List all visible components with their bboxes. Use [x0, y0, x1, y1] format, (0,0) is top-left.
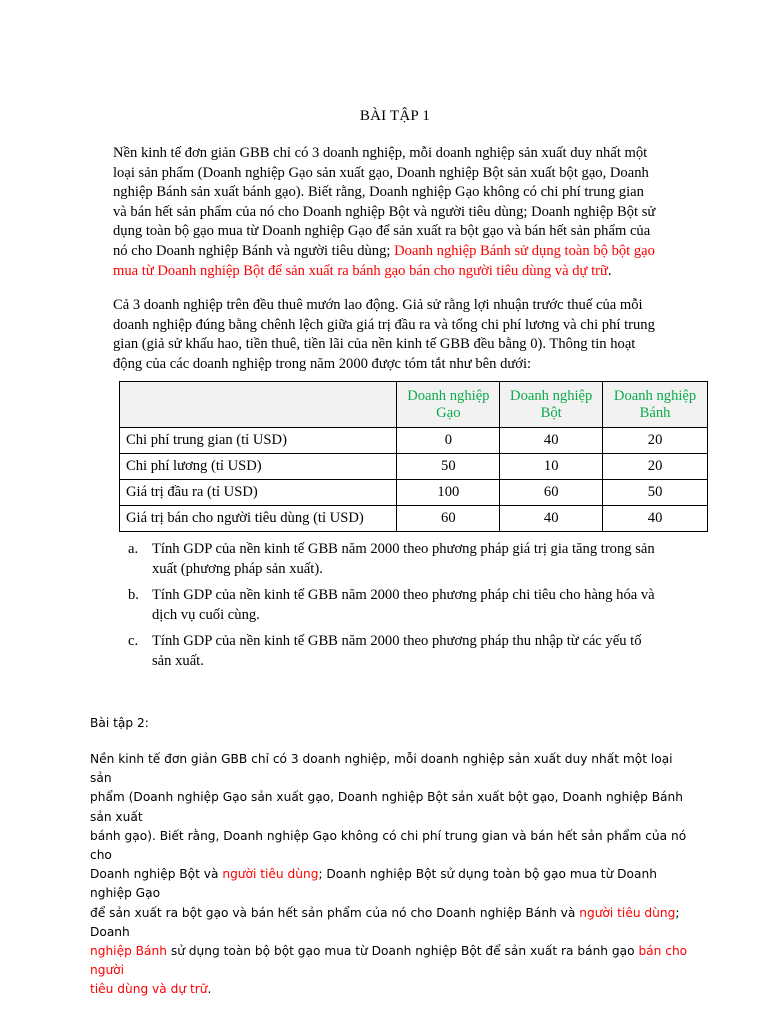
highlighted-text: tiêu dùng và dự trữ [90, 982, 208, 997]
table-row [120, 454, 708, 480]
table-cell: 40 [500, 428, 603, 454]
highlighted-text: Doanh nghiệp Bánh sử dụng toàn bộ bột gạo [394, 242, 655, 259]
row-label: Chi phí lương (tỉ USD) [120, 454, 397, 480]
text-line: sản xuất. [152, 652, 204, 669]
text-line: xuất (phương pháp sản xuất). [152, 560, 323, 577]
table-cell: 50 [603, 480, 708, 506]
text-line: dụng toàn bộ gạo mua từ Doanh nghiệp Gạo để sản xuất ra bột gạo và bán hết sản phẩm của [113, 223, 651, 240]
text-line [90, 942, 688, 980]
header-line: Doanh nghiệp [407, 387, 490, 404]
text-segment: để sản xuất ra bột gạo và bán hết sản phẩm của nó cho Doanh nghiệp Bánh và [90, 905, 580, 920]
table-cell: 100 [397, 480, 500, 506]
question-text [152, 540, 678, 579]
exercise-2-paragraph [90, 750, 688, 1000]
table-cell: 20 [603, 428, 708, 454]
text-segment: . [607, 262, 612, 279]
text-line: loại sản phẩm (Doanh nghiệp Gạo sản xuất gạo, Doanh nghiệp Bột sản xuất bột gạo, Doanh [113, 164, 649, 181]
header-line: Bột [540, 404, 562, 421]
column-header-banh [603, 382, 708, 428]
row-label: Giá trị đầu ra (tỉ USD) [120, 480, 397, 506]
text-line: Nền kinh tế đơn giản GBB chỉ có 3 doanh nghiệp, mỗi doanh nghiệp sản xuất duy nhất một loại sản [90, 752, 673, 786]
question-text [152, 586, 678, 625]
text-line [90, 980, 688, 999]
exercise-1-paragraph-1 [113, 144, 678, 281]
table-cell: 20 [603, 454, 708, 480]
text-segment: . [207, 982, 212, 997]
text-line [90, 904, 688, 942]
highlighted-text: nghiệp Bánh [90, 944, 167, 959]
text-segment: ; Doanh [90, 905, 680, 939]
text-line: Nền kinh tế đơn giản GBB chỉ có 3 doanh nghiệp, mỗi doanh nghiệp sản xuất duy nhất một [113, 145, 648, 161]
header-line: Doanh nghiệp [510, 387, 593, 404]
enterprise-data-table [119, 381, 708, 532]
list-marker: a. [128, 541, 139, 557]
text-line [90, 865, 688, 903]
table-cell: 40 [603, 506, 708, 532]
table-cell: 10 [500, 454, 603, 480]
text-line [113, 242, 678, 262]
text-line: doanh nghiệp đúng bằng chênh lệch giữa giá trị đầu ra và tổng chi phí lương và chi phí trung [113, 316, 655, 333]
header-line: Gạo [436, 404, 461, 421]
table-row [120, 480, 708, 506]
text-line [113, 262, 678, 282]
text-line: và bán hết sản phẩm của nó cho Doanh nghiệp Bột và người tiêu dùng; Doanh nghiệp Bột sử [113, 203, 656, 220]
header-line: Bánh [639, 404, 671, 421]
text-line: Tính GDP của nền kinh tế GBB năm 2000 theo phương pháp thu nhập từ các yếu tố [152, 633, 642, 649]
table-cell: 60 [500, 480, 603, 506]
highlighted-text: mua từ Doanh nghiệp Bột để sản xuất ra bánh gạo bán cho người tiêu dùng và dự trữ [113, 262, 608, 279]
text-line: dịch vụ cuối cùng. [152, 606, 260, 623]
exercise-2-title: Bài tập 2: [90, 716, 149, 730]
table-corner-cell [120, 382, 397, 428]
text-line: động của các doanh nghiệp trong năm 2000 được tóm tắt như bên dưới: [113, 355, 532, 372]
text-segment: ; Doanh nghiệp Bột sử dụng toàn bộ gạo mua từ Doanh nghiệp Gạo [90, 867, 657, 901]
list-marker: c. [128, 633, 139, 649]
text-line: Tính GDP của nền kinh tế GBB năm 2000 theo phương pháp giá trị gia tăng trong sản [152, 541, 655, 557]
text-line: bánh gạo). Biết rằng, Doanh nghiệp Gạo không có chi phí trung gian và bán hết sản phẩm của nó cho [90, 828, 687, 863]
highlighted-text: người tiêu dùng [579, 905, 676, 920]
exercise-1-title: BÀI TẬP 1 [359, 108, 431, 124]
table-header-row [120, 382, 708, 428]
text-line: nghiệp Bánh sản xuất bánh gạo). Biết rằng, Doanh nghiệp Gạo không có chi phí trung gian [113, 184, 644, 201]
highlighted-text: bán cho người [90, 944, 688, 978]
header-line: Doanh nghiệp [613, 387, 697, 404]
text-segment: sử dụng toàn bộ bột gạo mua từ Doanh nghiệp Bột để sản xuất ra bánh gạo [166, 944, 639, 959]
row-label: Chi phí trung gian (tỉ USD) [120, 428, 397, 454]
text-segment: nó cho Doanh nghiệp Bánh và người tiêu dùng; [113, 242, 395, 259]
text-line: phẩm (Doanh nghiệp Gạo sản xuất gạo, Doanh nghiệp Bột sản xuất bột gạo, Doanh nghiệp Bánh sản xuất [90, 790, 683, 824]
text-line: Tính GDP của nền kinh tế GBB năm 2000 theo phương pháp chi tiêu cho hàng hóa và [152, 587, 655, 603]
table-row [120, 506, 708, 532]
row-label: Giá trị bán cho người tiêu dùng (tỉ USD) [120, 506, 397, 532]
text-segment: Doanh nghiệp Bột và [90, 867, 223, 882]
table-cell: 40 [500, 506, 603, 532]
text-line: gian (giả sử khấu hao, tiền thuê, tiền lãi của nền kinh tế GBB đều bằng 0). Thông tin hoạt [113, 336, 636, 353]
text-line: Cả 3 doanh nghiệp trên đều thuê mướn lao động. Giả sử rằng lợi nhuận trước thuế của mỗi [113, 297, 643, 313]
highlighted-text: người tiêu dùng [222, 867, 319, 882]
list-marker: b. [128, 587, 139, 603]
question-text [152, 632, 678, 671]
column-header-bot [500, 382, 603, 428]
column-header-gao [397, 382, 500, 428]
table-cell: 60 [397, 506, 500, 532]
table-row [120, 428, 708, 454]
table-cell: 50 [397, 454, 500, 480]
exercise-1-paragraph-2 [113, 296, 678, 374]
table-cell: 0 [397, 428, 500, 454]
